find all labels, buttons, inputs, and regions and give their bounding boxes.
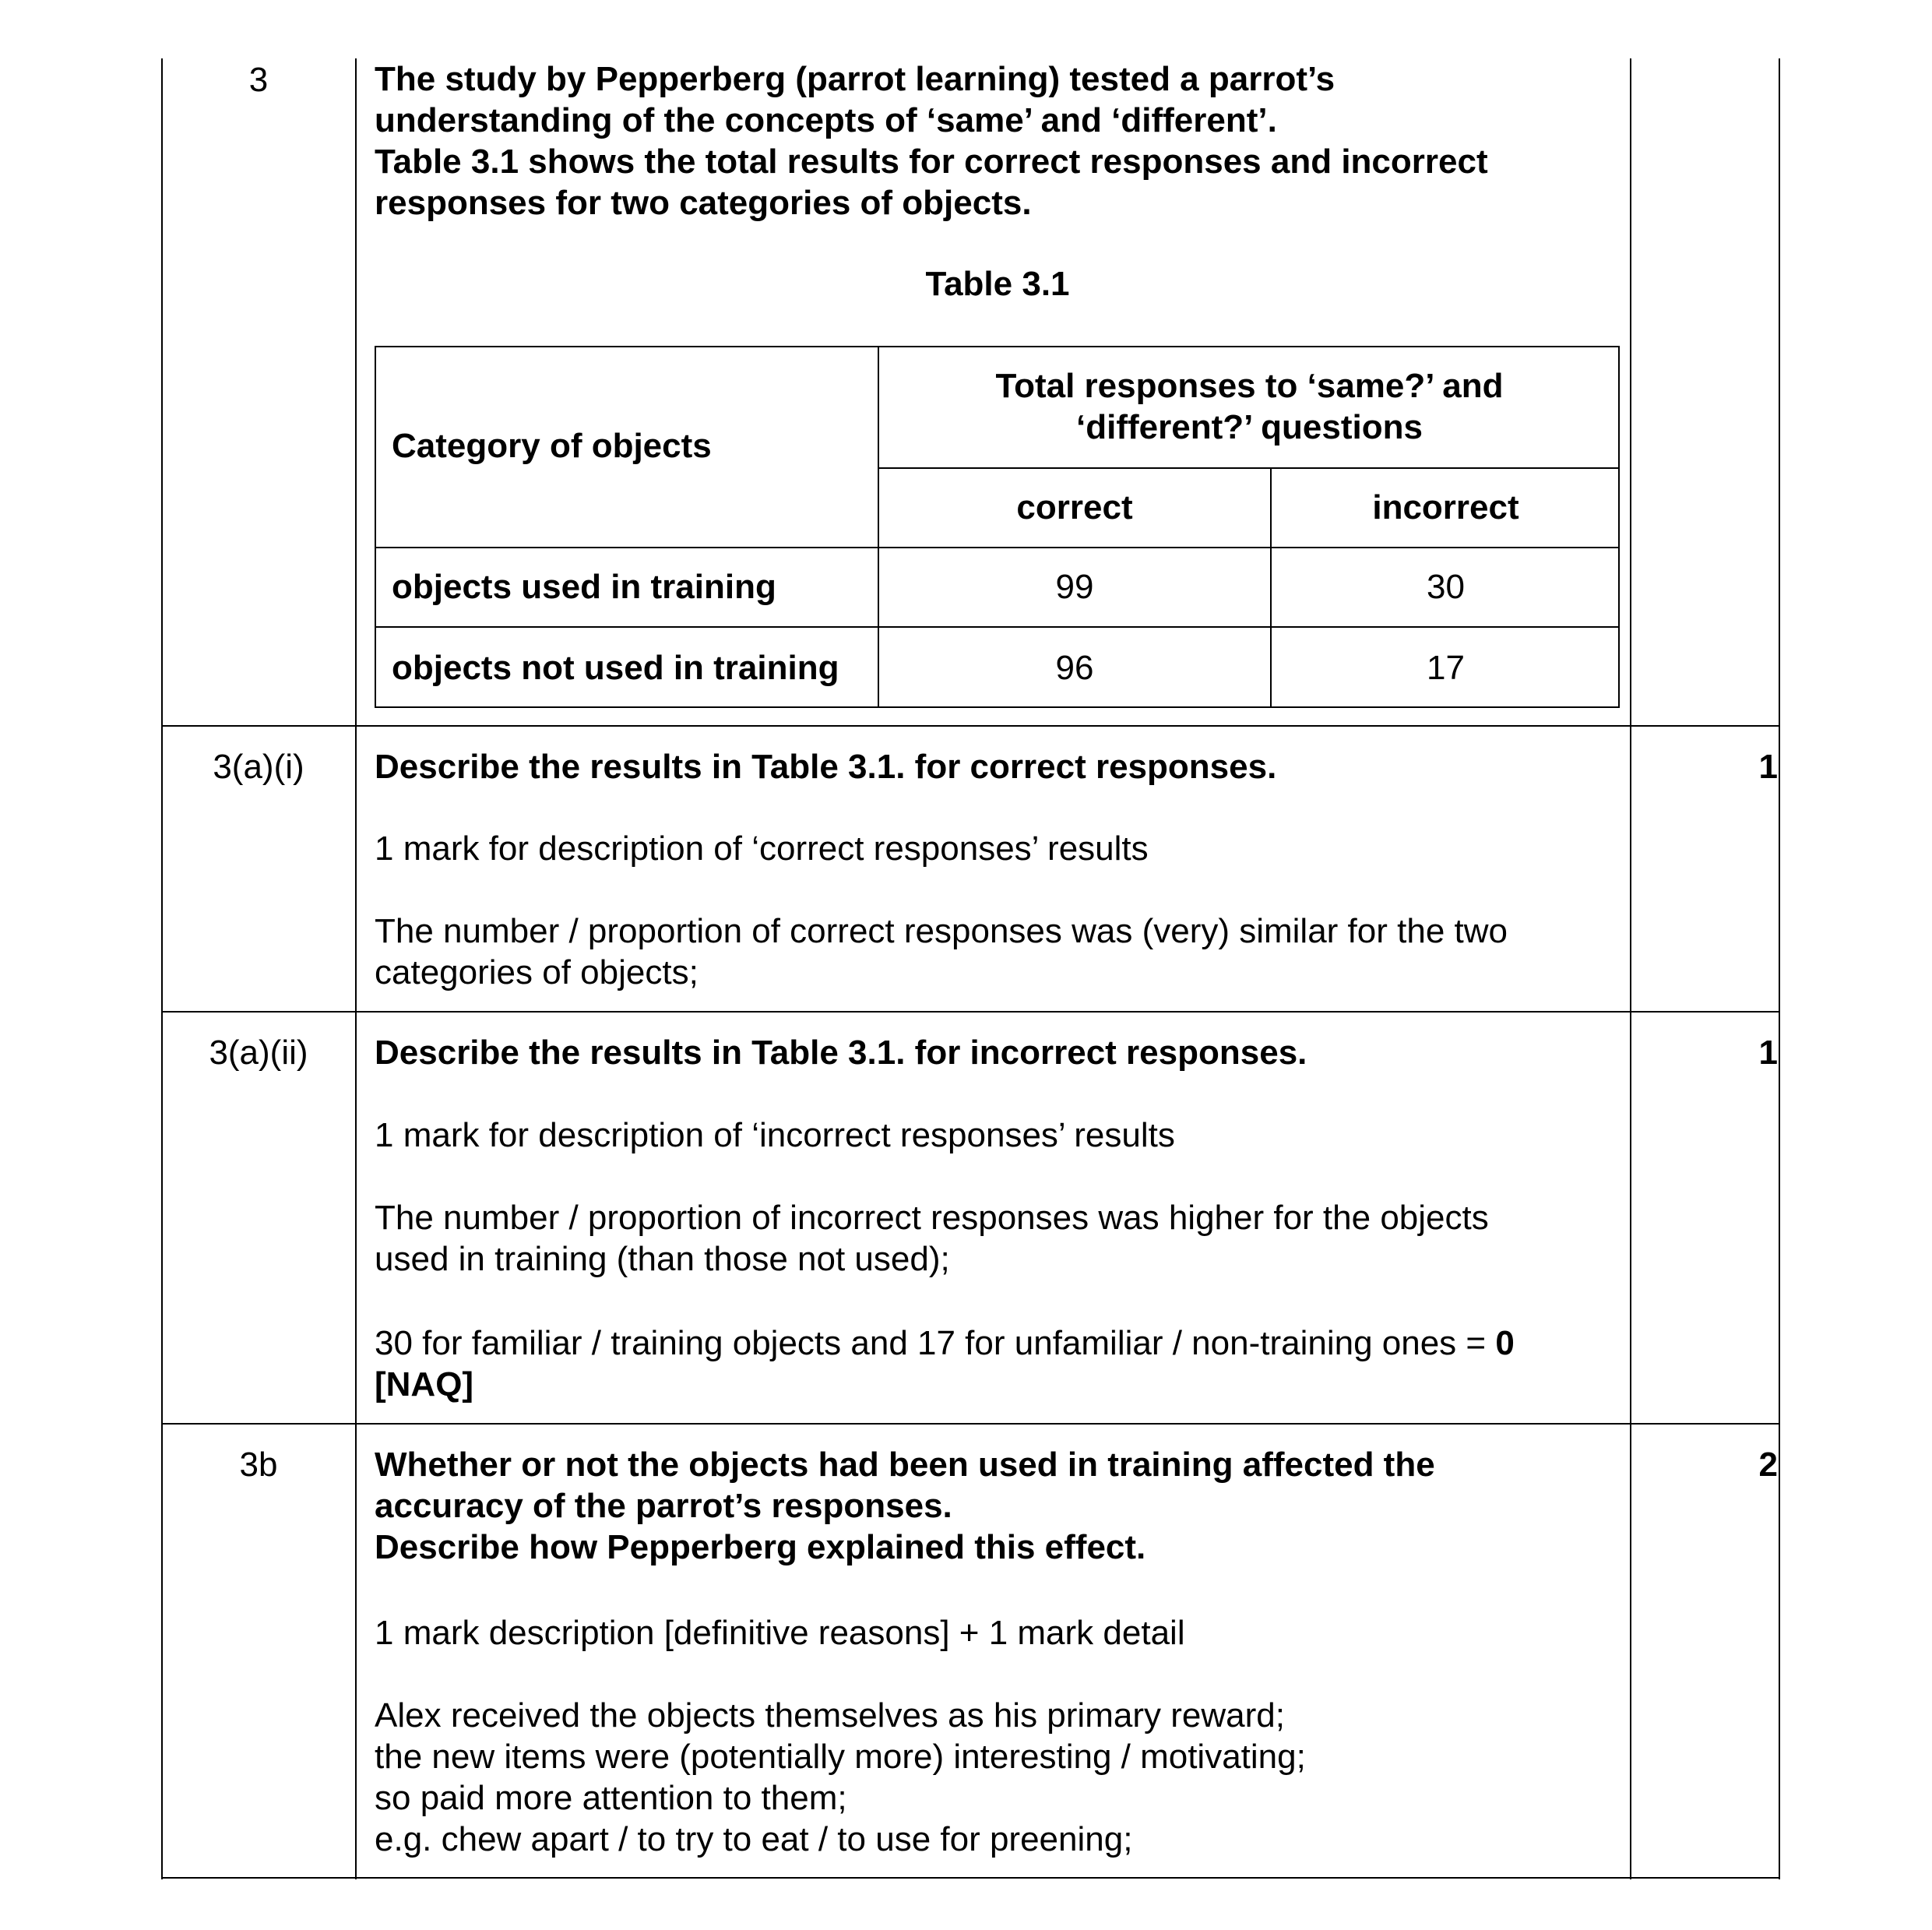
naq-text: 30 for familiar / training objects and 17 for unfamiliar / non-training ones = bbox=[375, 1324, 1496, 1362]
results-table bbox=[375, 346, 1620, 708]
answer-line: e.g. chew apart / to try to eat / to use for preening; bbox=[375, 1820, 1133, 1858]
row-divider-3aii bbox=[161, 1011, 1780, 1013]
grid-line-number-divider bbox=[355, 58, 357, 1879]
table-cell-incorrect: 30 bbox=[1427, 568, 1465, 606]
grid-line-marks-divider bbox=[1630, 58, 1631, 1879]
guidance-3aii: 1 mark for description of ‘incorrect responses’ results bbox=[375, 1116, 1175, 1154]
stem-line: Table 3.1 shows the total results for correct responses and incorrect bbox=[375, 143, 1488, 181]
table-header-total-responses bbox=[879, 346, 1620, 467]
table-caption: Table 3.1 bbox=[925, 265, 1070, 303]
question-number-3: 3 bbox=[248, 61, 269, 99]
stem-line: responses for two categories of objects. bbox=[375, 184, 1032, 222]
stem-line: understanding of the concepts of ‘same’ and ‘different’. bbox=[375, 101, 1277, 139]
question-3-stem bbox=[375, 58, 1621, 224]
table-header-category: Category of objects bbox=[392, 427, 712, 465]
table-cell-correct: 99 bbox=[1055, 568, 1094, 606]
marks-3b: 2 bbox=[1758, 1446, 1778, 1484]
row-divider-3b bbox=[161, 1423, 1780, 1425]
answer-line: so paid more attention to them; bbox=[375, 1779, 847, 1817]
table-header-correct: correct bbox=[1016, 488, 1133, 527]
guidance-3ai: 1 mark for description of ‘correct responses’ results bbox=[375, 829, 1149, 868]
answer-line: categories of objects; bbox=[375, 953, 699, 991]
question-3b-stem bbox=[375, 1444, 1621, 1568]
question-number-3aii: 3(a)(ii) bbox=[209, 1034, 308, 1072]
answer-line: The number / proportion of correct responses was (very) similar for the two bbox=[375, 912, 1508, 950]
question-number-3b: 3b bbox=[239, 1446, 278, 1484]
answer-line: used in training (than those not used); bbox=[375, 1240, 950, 1278]
answer-line: the new items were (potentially more) interesting / motivating; bbox=[375, 1738, 1306, 1776]
naq-note-3aii bbox=[375, 1322, 1621, 1405]
grid-line-left bbox=[161, 58, 163, 1879]
question-number-3ai: 3(a)(i) bbox=[213, 748, 304, 786]
table-row-label: objects not used in training bbox=[392, 648, 839, 687]
table-row-label: objects used in training bbox=[392, 568, 776, 606]
answer-3aii bbox=[375, 1197, 1621, 1280]
stem-line: Describe how Pepperberg explained this effect. bbox=[375, 1528, 1146, 1566]
question-3aii-text: Describe the results in Table 3.1. for incorrect responses. bbox=[375, 1034, 1307, 1072]
naq-tag: [NAQ] bbox=[375, 1365, 474, 1403]
answer-line: The number / proportion of incorrect responses was higher for the objects bbox=[375, 1199, 1489, 1237]
naq-zero: 0 bbox=[1495, 1324, 1515, 1362]
answer-line: Alex received the objects themselves as his primary reward; bbox=[375, 1696, 1285, 1735]
header-line: ‘different?’ questions bbox=[1076, 408, 1423, 446]
guidance-3b: 1 mark description [definitive reasons] + 1 mark detail bbox=[375, 1614, 1185, 1652]
stem-line: Whether or not the objects had been used in training affected the bbox=[375, 1446, 1435, 1484]
row-divider-bottom bbox=[161, 1877, 1780, 1879]
table-cell-correct: 96 bbox=[1055, 648, 1094, 687]
header-line: Total responses to ‘same?’ and bbox=[995, 367, 1504, 405]
marks-3ai: 1 bbox=[1758, 748, 1778, 786]
stem-line: accuracy of the parrot’s responses. bbox=[375, 1487, 952, 1525]
table-cell-incorrect: 17 bbox=[1427, 648, 1465, 687]
question-3ai-text: Describe the results in Table 3.1. for correct responses. bbox=[375, 748, 1277, 786]
naq-line bbox=[375, 1322, 1621, 1364]
grid-line-right bbox=[1779, 58, 1780, 1879]
row-divider-3ai bbox=[161, 725, 1780, 727]
table-header-incorrect: incorrect bbox=[1372, 488, 1519, 527]
stem-line: The study by Pepperberg (parrot learning) tested a parrot’s bbox=[375, 60, 1336, 98]
answer-3ai bbox=[375, 910, 1621, 993]
marks-3aii: 1 bbox=[1758, 1034, 1778, 1072]
answer-3b bbox=[375, 1695, 1621, 1860]
